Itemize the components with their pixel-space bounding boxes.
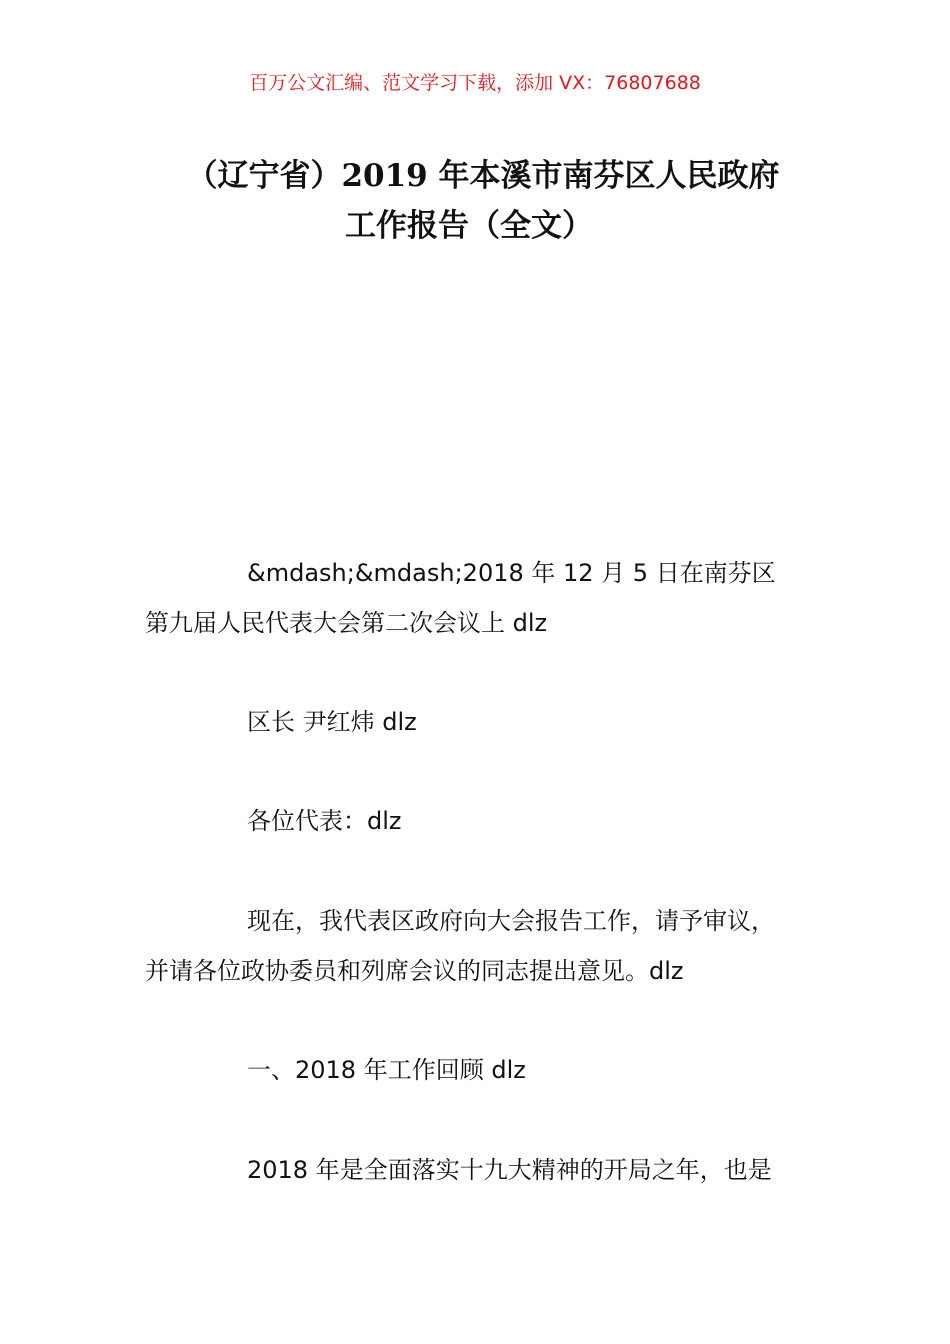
paragraph-dateline [0,548,950,648]
paragraph-line: 并请各位政协委员和列席会议的同志提出意见。dlz [145,957,684,985]
paragraph-line: 现在，我代表区政府向大会报告工作，请予审议， [247,907,775,935]
document-title-line-1: （辽宁省）2019 年本溪市南芬区人民政府 [186,158,780,194]
paragraph-line: 2018 年是全面落实十九大精神的开局之年，也是 [247,1156,772,1184]
paragraph-line: 各位代表：dlz [247,807,402,835]
document-title-line-2: 工作报告（全文） [345,208,593,244]
paragraph-line: 区长 尹红炜 dlz [247,708,417,736]
section-heading [0,1045,950,1095]
paragraph-line: 一、2018 年工作回顾 dlz [247,1056,526,1084]
paragraph-salutation [0,796,950,846]
paragraph-speaker [0,697,950,747]
paragraph-review [0,1145,950,1195]
header-banner: 百万公文汇编、范文学习下载，添加 VX：76807688 [249,72,701,94]
paragraph-line: 第九届人民代表大会第二次会议上 dlz [145,609,548,637]
paragraph-intro [0,896,950,996]
paragraph-line: &mdash;&mdash;2018 年 12 月 5 日在南芬区 [247,559,776,587]
